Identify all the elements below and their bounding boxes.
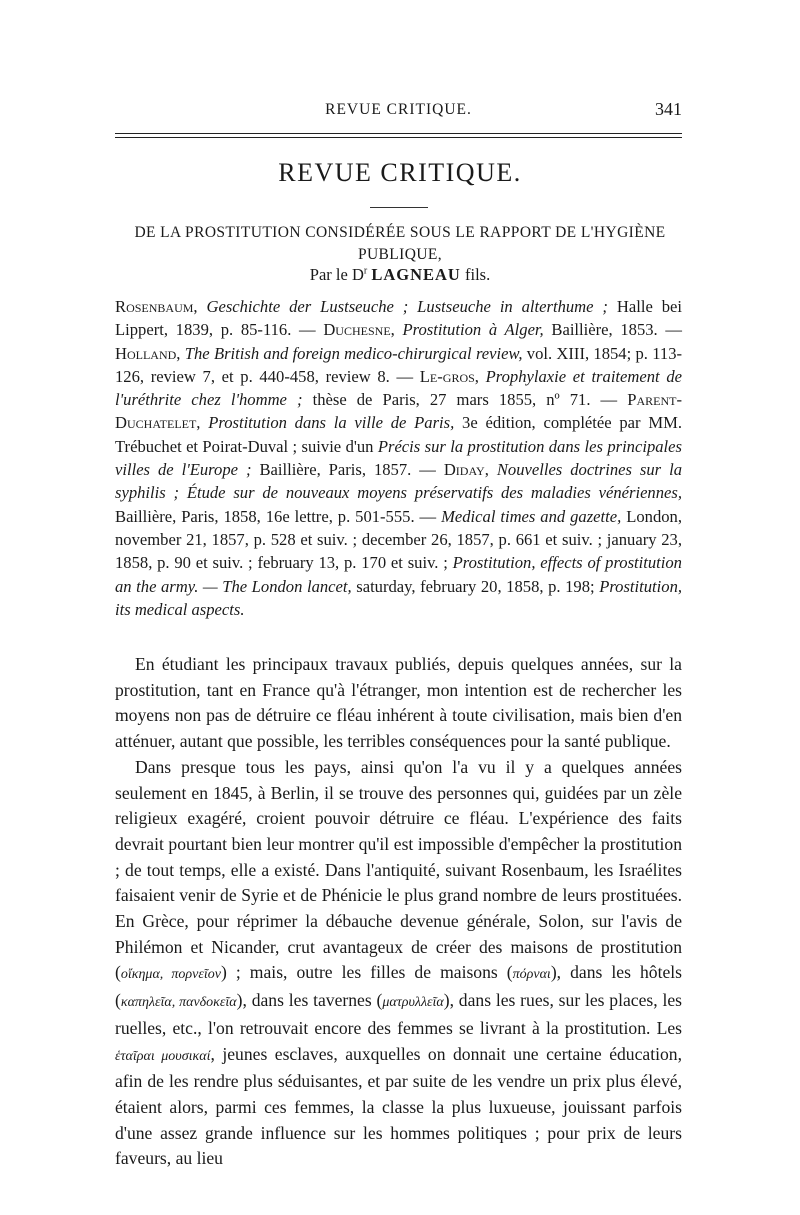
running-title: REVUE CRITIQUE.	[325, 101, 472, 118]
byline-sup: r	[363, 265, 368, 277]
reference-item: Diday, Nouvelles doctrines sur la syphilis ; Étude sur de nouveaux moyens préservatifs des maladies vénériennes, Baillière, Paris, 1858, 16e lettre, p. 501-555. —	[115, 460, 683, 526]
author-name: LAGNEAU	[371, 265, 461, 284]
reference-item: Précis sur la prostitution dans les principales villes de l'Europe ; Baillière, Paris, 1857. —	[115, 436, 682, 480]
byline-prefix: Par le D	[309, 265, 364, 284]
greek-term: καπηλεῖα, πανδοκεῖα	[120, 995, 237, 1011]
page-number: 341	[655, 99, 682, 119]
reference-item: Holland, The British and foreign medico-chirurgical review, vol. XIII, 1854; p. 113-126, review 7, et p. 440-458, review 8. —	[115, 343, 683, 386]
reference-item: Duchesne, Prostitution à Alger, Baillière, 1853. —	[323, 320, 682, 340]
byline-suffix: fils.	[464, 265, 491, 284]
byline	[0, 265, 800, 285]
paragraph: Dans presque tous les pays, ainsi qu'on l'a vu il y a quelques années seulement en 1845, à Berlin, il se trouve des personnes qui, guidées par un zèle religieux exagéré, croient pouvoir détruire ce fléau. L'expérience des faits devrait pourtant bien leur montrer qu'il est impossible d'empêcher la prostitution ; de tout temps, elle a existé. Dans l'antiquité, suivant Rosenbaum, les Israélites faisaient venir de Syrie et de Phénicie le plus grand nombre de leurs prostituées. En Grèce, pour réprimer la débauche devenue générale, Solon, sur l'avis de Philémon et Nicander, crut avantageux de créer des maisons de prostitution (οἴκημα, πορνεῖον) ; mais, outre les filles de maisons (πόρναι), dans les hôtels (καπηλεῖα, πανδοκεῖα), dans les tavernes (ματρυλλεῖα), dans les rues, sur les places, les ruelles, etc., l'on retrouvait encore des femmes se livrant à la prostitution. Les ἑταῖραι μουσικαί, jeunes esclaves, auxquelles on donnait une certaine éducation, afin de les rendre plus séduisantes, et par suite de les vendre un prix plus élevé, étaient alors, parmi ces femmes, la classe la plus luxueuse, jouissant parfois d'une assez grande influence sur les hommes politiques ; pour prix de leurs faveurs, au lieu	[115, 756, 682, 1169]
reference-item: Prostitution, effects of prostitution an the army. — The London lancet, saturday, february 20, 1858, p. 198;	[115, 553, 682, 596]
paragraph: En étudiant les principaux travaux publiés, depuis quelques années, sur la prostitution, tant en France qu'à l'étranger, mon intention est de rechercher les moyens non pas de détruire ce fléau inhérent à toute civilisation, mais bien d'en atténuer, autant que possible, les terribles conséquences pour la santé publique.	[115, 654, 682, 752]
article-title: REVUE CRITIQUE.	[278, 158, 522, 187]
reference-item: Rosenbaum, Geschichte der Lustseuche ; Lustseuche in alterthume ; Halle bei Lippert, 1839, p. 85-116. —	[115, 297, 682, 340]
greek-term: οἴκημα, πορνεῖον	[120, 967, 221, 983]
reference-item: Medical times and gazette, London, november 21, 1857, p. 528 et suiv. ; december 26, 1857, p. 661 et suiv. ; january 23, 1858, p. 90 et suiv. ; february 13, p. 170 et suiv. ;	[115, 506, 682, 573]
body-text	[115, 652, 682, 1172]
greek-term: πόρναι	[512, 967, 551, 983]
reference-item: Le-gros, Prophylaxie et traitement de l'uréthrite chez l'homme ; thèse de Paris, 27 mars 1855, nº 71. —	[115, 366, 682, 410]
bibliography	[115, 295, 682, 621]
reference-item: Prostitution, its medical aspects.	[115, 576, 683, 619]
greek-term: ματρυλλεῖα	[382, 995, 444, 1011]
running-head	[115, 101, 682, 123]
reference-item: Parent-Duchatelet, Prostitution dans la ville de Paris, 3e édition, complétée par MM. Trébuchet et Poirat-Duval ; suivie d'un	[115, 390, 682, 456]
header-rule	[115, 133, 682, 138]
article-subtitle: DE LA PROSTITUTION CONSIDÉRÉE SOUS LE RAPPORT DE L'HYGIÈNE PUBLIQUE,	[134, 224, 666, 263]
greek-term: ἑταῖραι μουσικαί	[115, 1048, 211, 1064]
title-rule	[370, 207, 428, 208]
